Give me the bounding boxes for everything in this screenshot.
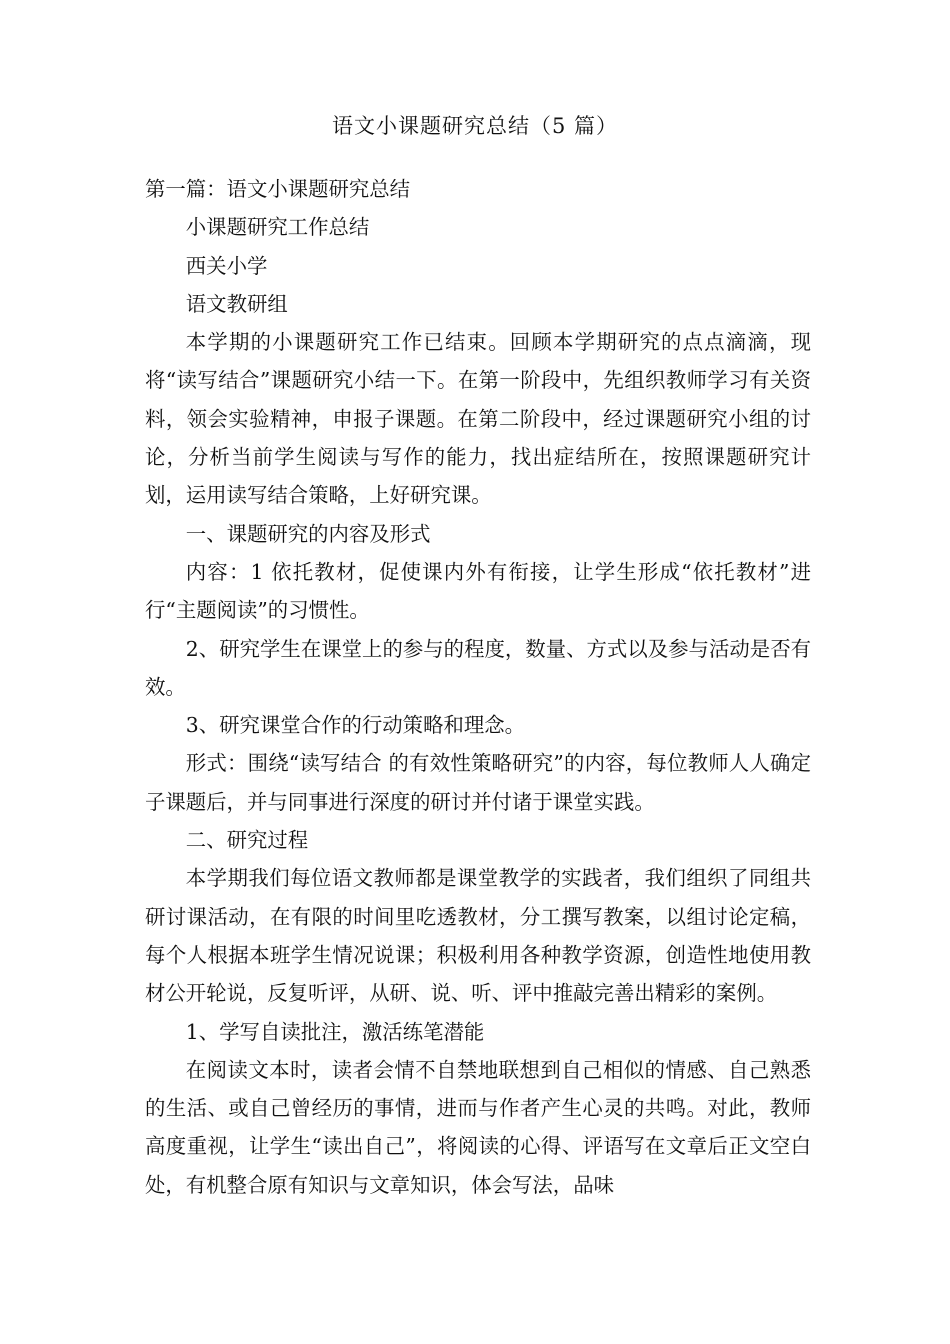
section-heading-1: 一、课题研究的内容及形式 [185, 521, 431, 546]
reading-paragraph: 在阅读文本时，读者会情不自禁地联想到自己相似的情感、自己熟悉的生活、或自己曾经历的事情，进而与作者产生心灵的共鸣。对此，教师高度重视，让学生“读出自己”，将阅读的心得、评语写在文章后正文空白处，有机整合原有知识与文章知识，体会写法，品味 [145, 1057, 811, 1197]
intro-paragraph: 本学期的小课题研究工作已结束。回顾本学期研究的点点滴滴，现将“读写结合”课题研究小结一下。在第一阶段中，先组织教师学习有关资料，领会实验精神，申报子课题。在第二阶段中，经过课题研究小组的讨论，分析当前学生阅读与写作的能力，找出症结所在，按照课题研究计划，运用读写结合策略，上好研究课。 [145, 330, 811, 508]
process-paragraph: 本学期我们每位语文教师都是课堂教学的实践者，我们组织了同组共研讨课活动，在有限的时间里吃透教材，分工撰写教案，以组讨论定稿，每个人根据本班学生情况说课；积极利用各种教学资源，创造性地使用教材公开轮说，反复听评，从研、说、听、评中推敲完善出精彩的案例。 [145, 866, 811, 1006]
subsection-heading-1: 1、学写自读批注，激活练笔潜能 [185, 1019, 485, 1044]
report-title: 小课题研究工作总结 [185, 215, 370, 240]
form-paragraph: 形式：围绕“读写结合 的有效性策略研究”的内容，每位教师人人确定子课题后，并与同事进行深度的研讨并付诸于课堂实践。 [145, 751, 811, 814]
chapter-heading: 第一篇：语文小课题研究总结 [145, 177, 411, 201]
content-paragraph: 内容：1 依托教材，促使课内外有衔接，让学生形成“依托教材”进行“主题阅读”的习惯性。 [145, 559, 811, 623]
content-item-2: 2、研究学生在课堂上的参与的程度，数量、方式以及参与活动是否有效。 [145, 636, 811, 699]
school-name: 西关小学 [185, 253, 268, 278]
group-name: 语文教研组 [185, 291, 288, 316]
document-title: 语文小课题研究总结（5 篇） [331, 114, 619, 138]
content-item-3: 3、研究课堂合作的行动策略和理念。 [185, 713, 526, 738]
section-heading-2: 二、研究过程 [185, 828, 309, 853]
document-body [145, 170, 811, 1204]
